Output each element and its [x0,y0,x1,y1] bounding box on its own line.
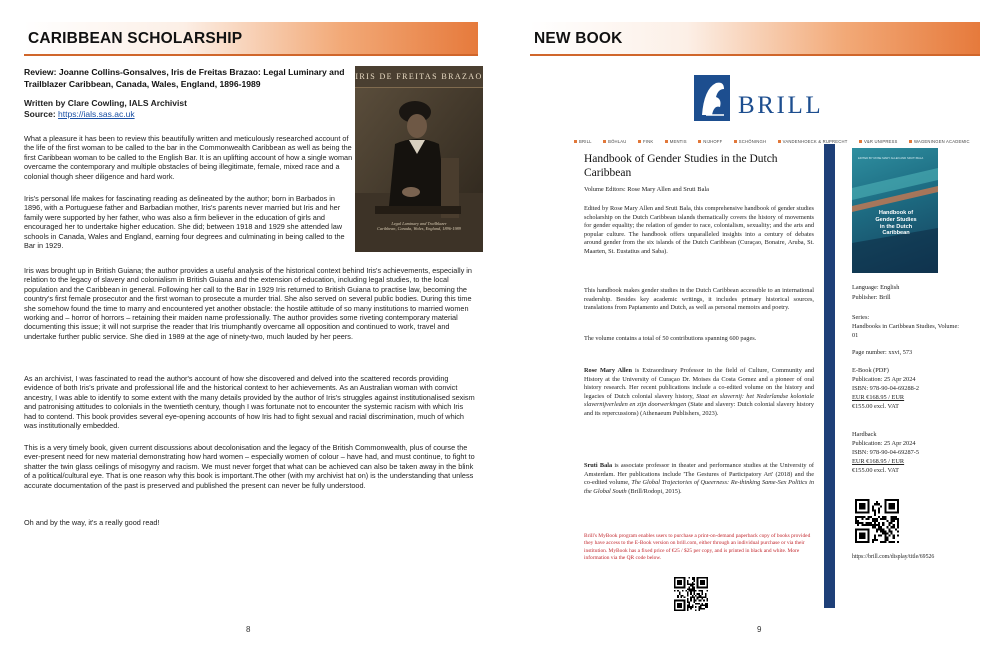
imprint-item: SCHÖNINGH [734,139,766,144]
imprint-item: MENTIS [665,139,687,144]
book-description: The volume contains a total of 50 contributions spanning 600 pages. [584,335,757,342]
cover-editors: EDITED BY ROSE MARY ALLEN AND SRUTI BALA [858,156,924,160]
meta-ebook-excl-vat: €155.00 excl. VAT [852,403,899,410]
meta-hardback-excl-vat: €155.00 excl. VAT [852,467,899,474]
bio-text: (State and slavery: Dutch colonial slavery history and its repercussions) (Athenaeum Publishers, 2023). [584,401,814,417]
imprint-list [574,130,974,144]
meta-pages: Page number: xxvi, 573 [852,349,913,356]
bio-book-title: The Global Trajectories of Queerness: Re-thinking Same-Sex Politics in the Global South [584,479,814,495]
editor-bio-allen [584,367,814,419]
mybook-note: Brill's MyBook program enables users to purchase a print-on-demand paperback copy of books provided they have access to the E-Book version on brill.com, either through an individual purchase or via their institution. MyBook has a fixed price of €25 / $25 per copy, and is printed in black and white. More information via the QR code below. [584,533,811,562]
book-description: This handbook makes gender studies in the Dutch Caribbean accessible to an international readership. Besides key academic writings, it includes primary historical sources, translations from Papiamento and Dutch, as well as personal memoirs and poetry. [584,287,814,311]
meta-series-label: Series: [852,314,870,321]
cover-title: Handbook of Gender Studies in the Dutch Caribbean [875,210,917,237]
meta-hardback-isbn: ISBN: 978-90-04-69287-5 [852,449,919,456]
byline: Written by Clare Cowling, IALS Archivist [24,98,187,108]
imprint-item: BÖHLAU [603,139,626,144]
section-header-band [530,22,980,56]
page-number: 9 [757,625,762,634]
right-page [500,0,1000,645]
handbook-cover-image [852,148,938,273]
imprint-item: NIJHOFF [698,139,722,144]
publisher-logo-text: BRILL [738,92,824,119]
bio-text: is associate professor in theater and performance studies at the University of Amsterdam. Her publications include 'The Gestures of Participatory Art' (2018) and the co-edited volume, [584,462,815,487]
book-cover-image [355,66,483,252]
section-title: NEW BOOK [534,30,623,47]
meta-hardback-label: Hardback [852,431,877,438]
qr-code-icon[interactable] [855,499,899,543]
review-paragraph: This is a very timely book, given current discussions about decolonisation and the legacy of the British Commonwealth, plus of course the ever-present need for new material demonstrating how hard women – especially women of colour – have had, and must continue, to fight to shatter the twin glass ceilings of misogyny and racism. We must never forget that what can be achieved can also be taken away in the blink of a political/cultural eye. That is one reason why this book is important.The other (with my archivist hat on) is the understanding that unless accurate documentation of the past is preserved and published the present can never be fully understood. [24,443,475,490]
meta-ebook-price: EUR €168.95 / EUR [852,394,905,401]
meta-series-value: Handbooks in Caribbean Studies, Volume: 01 [852,323,959,339]
meta-ebook-publication: Publication: 25 Apr 2024 [852,376,916,383]
meta-hardback-price: EUR €168.95 / EUR [852,458,905,465]
book-title: Handbook of Gender Studies in the Dutch Caribbean [584,153,778,179]
section-header-band [24,22,478,56]
source-label: Source: [24,109,56,119]
cover-subtitle: Legal Luminary and Trailblazer Caribbean, Canada, Wales, England, 1896-1989 [377,221,461,232]
meta-language: Language: English [852,284,900,291]
meta-publisher: Publisher: Brill [852,294,891,301]
editor-bio-bala [584,462,814,496]
bio-book-title: Staat en slavernij: het Nederlandse koloniale slavernijverleden en zijn doorwerkingen [584,392,814,409]
imprint-item: V&R UNIPRESS [859,139,898,144]
bio-text: (Brill/Rodopi, 2015). [626,487,682,495]
review-paragraph: What a pleasure it has been to review this beautifully written and meticulously researched account of the life of the first woman to be called to the bar in the Commonwealth Caribbean as well as being the first Caribbean woman to be called to the English Bar. It is an uplifting account of how a single woman overcame the contemporary and multiple obstacles of being illegitimate, female, mixed race and a colonial though sheer diligence and hard work. [24,134,353,181]
meta-ebook-isbn: ISBN: 978-90-04-69288-2 [852,385,919,392]
sidebar-rule [824,144,835,608]
bio-text: is Extraordinary Professor in the field of Culture, Community and History at the University of Curaçao Dr. Moises da Costa Gomez and a pioneer of oral history research. Her recent publications include a co-edited volume on the history and legacies of Dutch colonial slavery history, [584,367,814,400]
imprint-item: FINK [638,139,653,144]
review-title: Review: Joanne Collins-Gonsalves, Iris de Freitas Brazao: Legal Luminary and Trailblazer Caribbean, Canada, Wales, England, 1896-1989 [24,67,345,89]
review-paragraph: As an archivist, I was fascinated to read the author's account of how she discovered and delved into the scattered records providing evidence of both Iris's private and professional life and the historical context to her achievements. As an Australian woman with convict ancestry, I was able to identify to some extent with the many details provided by the author of Iris's struggles against institutionalised sexism and patronising attitudes to colonials in the twentieth century, though I was fortunate not to encounter the systemic racism with which Iris had to contend. This book provides several eye-opening accounts of how Iris had to fight sexual and racial discrimination, much of which was institutionally embedded. [24,374,475,431]
page-number: 8 [246,625,251,634]
editor-name: Sruti Bala [584,462,613,469]
imprint-item: BRILL [574,139,592,144]
header-rule [530,54,980,56]
volume-editors: Volume Editors: Rose Mary Allen and Sruti Bala [584,186,710,193]
source-line [24,109,354,120]
source-link[interactable]: https://ials.sas.ac.uk [58,109,135,119]
qr-code-icon[interactable] [674,577,708,611]
book-description: Edited by Rose Mary Allen and Sruti Bala, this comprehensive handbook of gender studies scholarship on the Dutch Caribbean islands thematically covers the history of movements for gender equality; the relation of gender to race, colonialism, sexuality; and the arts and popular culture. The handbook offers unparalleled insights into a century of debates around gender from the six islands of the Dutch Caribbean (Curaçao, Bonaire, Aruba, St. Maarten, St. Eustatius and Saba). [584,205,814,255]
header-rule [24,54,478,56]
meta-hardback-publication: Publication: 25 Apr 2024 [852,440,916,447]
review-paragraph: Iris's personal life makes for fascinating reading as delineated by the author; born in Barbados in 1896, with a Portuguese father and Barbadian mother, Iris's parents never married but Iris and her family were supported by her father, who was also a firm believer in the education of girls and encouraged her to undertake higher education. She did; between 1918 and 1929 she attended law schools in Canada, Wales and England, earning four degrees and culminating in being called to the Bar in 1929. [24,194,345,251]
review-paragraph: Oh and by the way, it's a really good read! [24,518,160,527]
review-paragraph: Iris was brought up in British Guiana; the author provides a useful analysis of the historical context behind Iris's achievements, especially in relation to the legacy of slavery and colonialism in British Guiana and the extension of education, including legal studies, to the local population and the Caribbean in general. Following her call to the Bar in 1929 Iris returned to British Guiana to practise law, becoming the country's first female prosecutor and the first woman to prosecute a murder trial. She also served on several public bodies. During this time she somehow found the time to marry and encountered yet another obstacle: the hostile attitude of so many institutions to married women working and – horror of horrors – retaining their maiden name professionally. The author provides some riveting contemporary material documenting this issue; it will not surprise the reader that Iris triumphantly overcame all opposition and continued to work, travel and undertake further public service. She died in 1989 at the age of ninety-two, much lauded by her peers. [24,266,472,341]
cover-title-band [355,66,483,88]
cover-title: IRIS DE FREITAS BRAZAO [355,72,483,81]
imprint-item: VANDENHOECK & RUPRECHT [778,139,848,144]
section-title: CARIBBEAN SCHOLARSHIP [28,30,243,47]
book-url[interactable]: https://brill.com/display/title/69526 [852,554,935,560]
imprint-item: WAGENINGEN ACADEMIC [909,139,970,144]
editor-name: Rose Mary Allen [584,367,632,374]
meta-ebook-label: E-Book (PDF) [852,367,889,374]
